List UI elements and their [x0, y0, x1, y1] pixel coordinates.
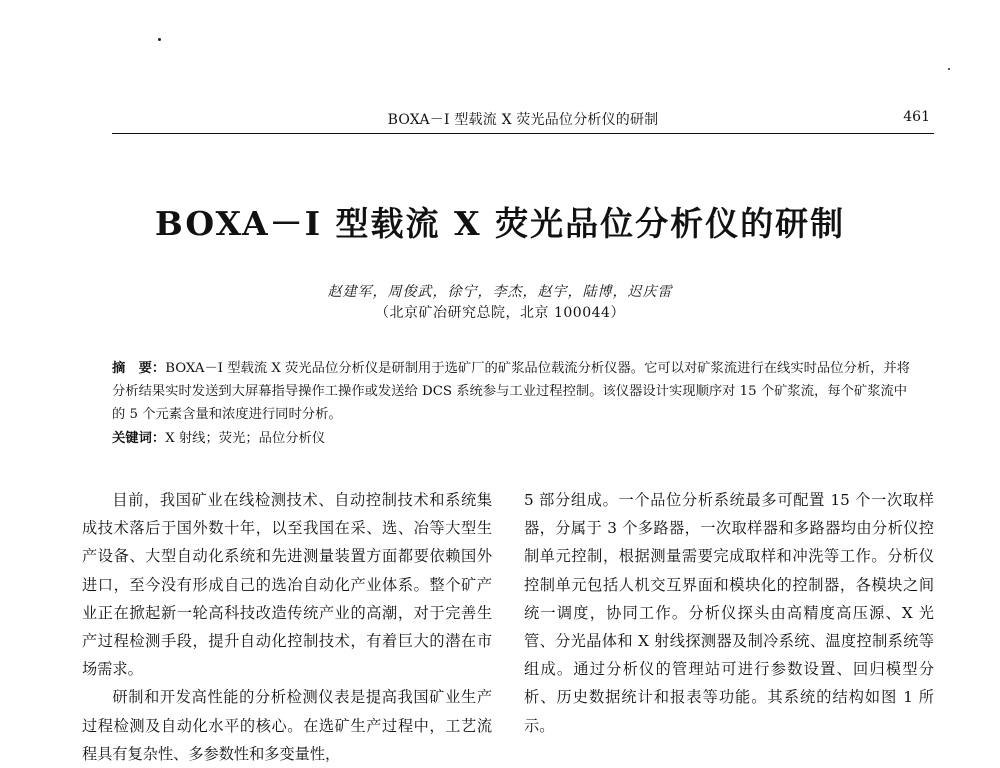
author-list: 赵建军，周俊武，徐宁，李杰，赵宇，陆博，迟庆雷: [327, 284, 673, 300]
abstract: [112, 357, 912, 426]
page-number: 461: [903, 109, 930, 125]
keywords: [112, 428, 912, 450]
abstract-paragraph: [112, 357, 912, 426]
header-rule: [112, 133, 934, 134]
body-paragraph: 5 部分组成。一个品位分析系统最多可配置 15 个一次取样器，分属于 3 个多路器，一次取样器和多路器均由分析仪控制单元控制，根据测量需要完成取样和冲洗等工作。分析仪控制单元包括人机交互界面和模块化的控制器，各模块之间统一调度，协同工作。分析仪探头由高精度高压源、X 光管、分光晶体和 X 射线探测器及制冷系统、温度控制系统等组成。通过分析仪的管理站可进行参数设置、回归模型分析、历史数据统计和报表等功能。其系统的结构如图 1 所示。: [524, 491, 934, 735]
affiliation: （北京矿冶研究总院，北京 100044）: [375, 305, 625, 321]
left-column: [82, 486, 492, 768]
keywords-label: 关键词：: [112, 431, 166, 446]
running-header: [112, 109, 934, 131]
paper-title: BOXA－I 型载流 X 荧光品位分析仪的研制: [154, 204, 846, 243]
abstract-text: BOXA－I 型载流 X 荧光品位分析仪是研制用于选矿厂的矿浆品位载流分析仪器。它可以对矿浆流进行在线实时品位分析，并将分析结果实时发送到大屏幕指导操作工操作或发送给 DCS 系统参与工业过程控制。该仪器设计实现顺序对 15 个矿浆流，每个矿浆流中的 5 个元素含量和浓度进行同时分析。: [112, 361, 911, 422]
abstract-label: 摘 要：: [112, 361, 166, 376]
keywords-text: X 射线；荧光；品位分析仪: [165, 431, 326, 446]
running-header-title: BOXA－I 型载流 X 荧光品位分析仪的研制: [387, 112, 659, 128]
scan-speck: [158, 38, 161, 41]
body-paragraph: 目前，我国矿业在线检测技术、自动控制技术和系统集成技术落后于国外数十年，以至我国在采、选、冶等大型生产设备、大型自动化系统和先进测量装置方面都要依赖国外进口，至今没有形成自己的选冶自动化产业体系。整个矿产业正在掀起新一轮高科技改造传统产业的高潮，对于完善生产过程检测手段，提升自动化控制技术，有着巨大的潜在市场需求。: [82, 491, 492, 679]
body-paragraph: 研制和开发高性能的分析检测仪表是提高我国矿业生产过程检测及自动化水平的核心。在选矿生产过程中，工艺流程具有复杂性、多参数性和多变量性，: [82, 688, 492, 763]
scan-speck: [948, 68, 950, 70]
right-column: [524, 486, 934, 740]
